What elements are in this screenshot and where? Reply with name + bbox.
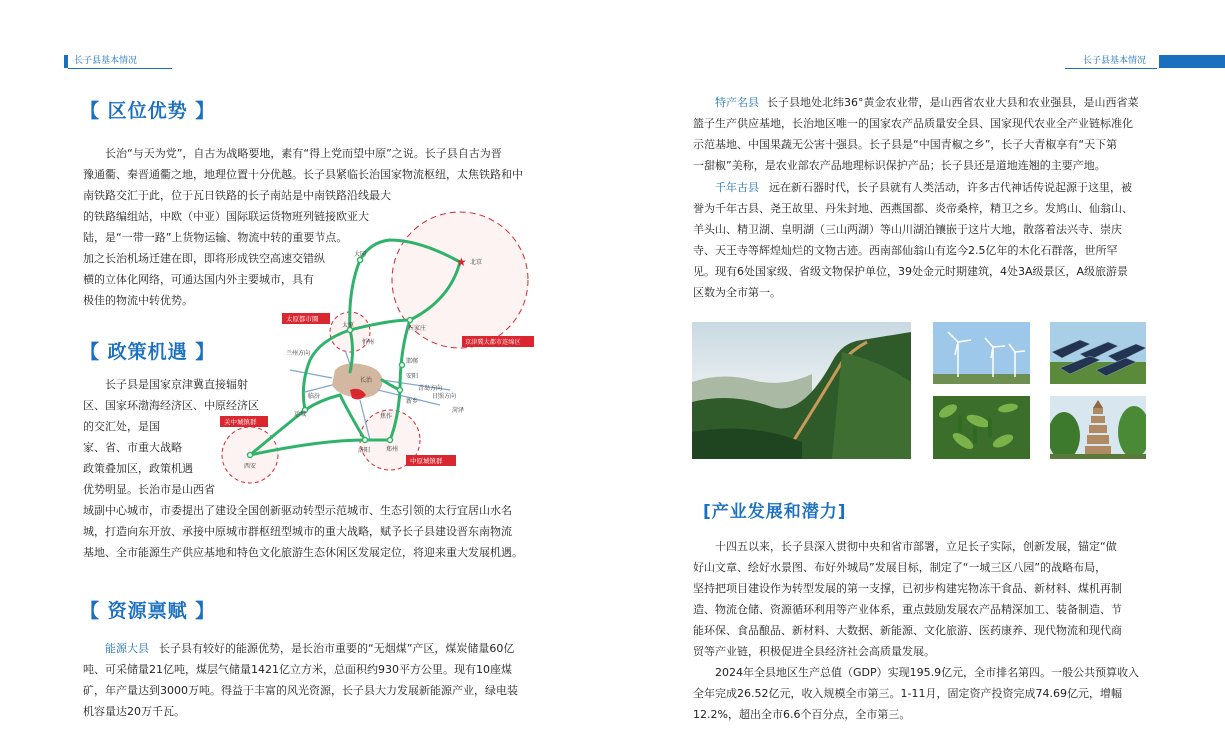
map-label-rizhao: 日照方向 [432,393,457,400]
text-line-body: 长子县有较好的能源优势，是长治市重要的“无烟煤”产区，煤炭储量60亿 [159,642,515,655]
ancient-label: 千年古县 [715,181,759,194]
text-line: 能环保、食品酿品、新材料、大数据、新能源、文化旅游、医药康养、现代物流和现代商 [693,624,1122,637]
text-line: 誉为千年古县、尧王故里、丹朱封地、西燕国都、炎帝桑梓，精卫之乡。发鸠山、仙翁山、 [693,202,1133,215]
text-line: 陆，是“一带一路”上货物运输、物流中转的重要节点。 [83,231,348,244]
energy-label: 能源大县 [105,642,149,655]
text-line: 机容量达20万千瓦。 [83,705,185,718]
map-label-changzhi: 长治 [360,377,373,384]
map-label-luoyang: 洛阳 [358,447,371,454]
text-line: 区数为全市第一。 [693,286,781,299]
text-line: 豫通衢、秦晋通衢之地，地理位置十分优越。长子县紧临长治国家物流枢纽，太焦铁路和中 [83,168,523,181]
map-label-anyang: 安阳 [406,373,419,380]
text-line: 横的立体化网络，可通达国内外主要城市，具有 [83,273,314,286]
section-title-resources: 【 资源禀赋 】 [80,600,216,622]
text-line: 吨、可采储量21亿吨，煤层气储量1421亿立方米，总面积约930平方公里。现有10座煤 [83,663,512,676]
ancient-paragraph [693,177,1155,303]
text-line: 造、物流仓储、资源循环利用等产业体系，重点鼓励发展农产品精深加工、装备制造、节 [693,603,1122,616]
text-line: 羊头山、精卫湖、皇明湖（三山两湖）等山川湖泊镶嵌于这片大地，散落着法兴寺、崇庆 [693,223,1122,236]
text-line: 贸等产业链，积极促进全县经济社会高质量发展。 [693,645,935,658]
specialty-label: 特产名县 [715,96,759,109]
badge-jingjinji-label: 京津冀大都市连绵区 [465,339,521,346]
section-title-location: 【 区位优势 】 [80,100,216,122]
badge-guanzhong [220,416,268,427]
text-line: 矿，年产量达到3000万吨。得益于丰富的风光资源，长子县大力发展新能源产业，绿电装 [83,684,518,697]
map-label-shijiazhuang: 石家庄 [408,325,427,332]
text-line: 政策叠加区，政策机遇 [83,462,193,475]
header-rule [1065,68,1157,69]
map-label-taiyuan: 太原 [342,322,355,329]
wind-turbine-photo [933,322,1030,384]
text-line: 基地、全市能源生产供应基地和特色文化旅游生态休闲区发展定位，将迎来重大发展机遇。 [83,546,523,559]
badge-zhongyuan [406,455,456,466]
header-label-left: 长子县基本情况 [74,56,138,66]
text-line: 长治“与天为党”，自古为战略要地，素有“得上党而望中原”之说。长子县自古为晋 [105,147,502,160]
text-line-body: 长子县地处北纬36°黄金农业带，是山西省农业大县和农业强县，是山西省菜 [767,96,1139,109]
map-label-lanzhou: 兰州方向 [286,350,311,357]
text-line: 区、国家环渤海经济区、中原经济区 [83,399,259,412]
map-label-xinzhou: 忻州 [362,339,375,346]
header-label-right: 长子县基本情况 [1083,56,1147,66]
map-label-datong: 大同 [354,251,367,258]
map-label-qingdao: 青岛方向 [418,385,443,392]
text-line: 优势明显。长治市是山西省 [83,483,215,496]
header-bar [64,55,68,68]
text-line [693,92,1155,113]
text-line: 一甜椒”美称，是农业部农产品地理标识保护产品；长子县还是道地连翘的主要产地。 [693,159,1106,172]
badge-taiyuan-label: 太原都市圈 [286,315,319,323]
text-line-body: 远在新石器时代，长子县就有人类活动，许多古代神话传说起源于这里，被 [769,181,1132,194]
badge-guanzhong-label: 关中城镇群 [224,418,257,426]
text-line: 南铁路交汇于此，位于瓦日铁路的长子南站是中南铁路沿线最大 [83,189,391,202]
mountain-photo [692,322,911,459]
map-label-beijing: 北京 [470,259,483,266]
section-title-industry: [产业发展和潜力] [703,502,847,522]
map-label-handan: 邯郸 [406,358,419,365]
badge-taiyuan [282,313,330,324]
specialty-paragraph [693,92,1155,176]
text-line [83,638,545,659]
text-line: 极佳的物流中转优势。 [83,294,193,307]
regional-transport-map [220,200,550,490]
text-line: 12.2%，超出全市6.6个百分点，全市第三。 [693,708,911,721]
text-line: 坚持把项目建设作为转型发展的第一支撑，已初步构建宪物冻干食品、新材料、煤机再制 [693,582,1122,595]
text-line: 城，打造向东开放、承接中原城市群枢纽型城市的重大战略，赋予长子县建设晋东南物流 [83,525,512,538]
map-label-heze: 菏泽 [452,407,465,414]
text-line: 加之长治机场迁建在即，即将形成铁空高速交错纵 [83,252,325,265]
text-line: 域副中心城市，市委提出了建设全国创新驱动转型示范城市、生态引领的太行宜居山水名 [83,504,512,517]
left-page [0,0,612,756]
pagoda-photo [1050,396,1146,459]
text-line: 好山文章、绘好水景图、布好外城局”发展目标，制定了“一城三区八园”的战略布局， [693,561,1107,574]
text-line: 的铁路编组站，中欧（中亚）国际联运货物班列链接欧亚大 [83,210,369,223]
text-line: 2024年全县地区生产总值（GDP）实现195.9亿元，全市排名第四。一般公共预算收入 [715,666,1140,679]
map-label-yuncheng: 运城 [294,411,307,418]
solar-panel-photo [1050,322,1146,384]
map-label-jiaozuo: 焦作 [380,413,393,420]
text-line: 示范基地、中国果蔬无公害十强县。长子县是“中国青椒之乡”，长子大青椒享有“天下第 [693,138,1118,151]
right-page [613,0,1225,756]
text-line: 见。现有6处国家级、省级文物保护单位，39处金元时期建筑，4处3A级景区，A级旅游景 [693,265,1129,278]
beijing-star-icon: ★ [456,255,467,269]
text-line: 家、省、市重大战略 [83,441,182,454]
industry-paragraph [693,536,1155,725]
text-line: 十四五以来，长子县深入贯彻中央和省市部署，立足长子实际，创新发展，锚定“做 [715,540,1117,553]
map-label-xinxiang: 新乡 [406,398,419,405]
section-title-policy: 【 政策机遇 】 [80,341,216,363]
text-line: 全年完成26.52亿元，收入规模全市第三。1-11月，固定资产投资完成74.69亿元，增幅 [693,687,1122,700]
header-bar [1159,55,1225,68]
map-label-linfen: 临汾 [308,393,321,400]
map-label-zhengzhou: 郑州 [386,446,399,453]
badge-zhongyuan-label: 中原城镇群 [410,457,443,465]
crop-photo [933,396,1030,459]
text-line: 长子县是国家京津冀直接辐射 [105,378,248,391]
text-line: 寺、天王寺等辉煌灿烂的文物古迹。西南部仙翁山有迄今2.5亿年的木化石群落，世所罕 [693,244,1118,257]
text-line: 篮子生产供应基地，长治地区唯一的国家农产品质量安全县、国家现代农业全产业链标准化 [693,117,1133,130]
resources-paragraph [83,638,545,722]
text-line [693,177,1155,198]
header-rule [68,68,172,69]
map-label-xian: 西安 [244,463,257,470]
badge-jingjinji [462,336,534,347]
text-line: 的交汇处，是国 [83,420,160,433]
